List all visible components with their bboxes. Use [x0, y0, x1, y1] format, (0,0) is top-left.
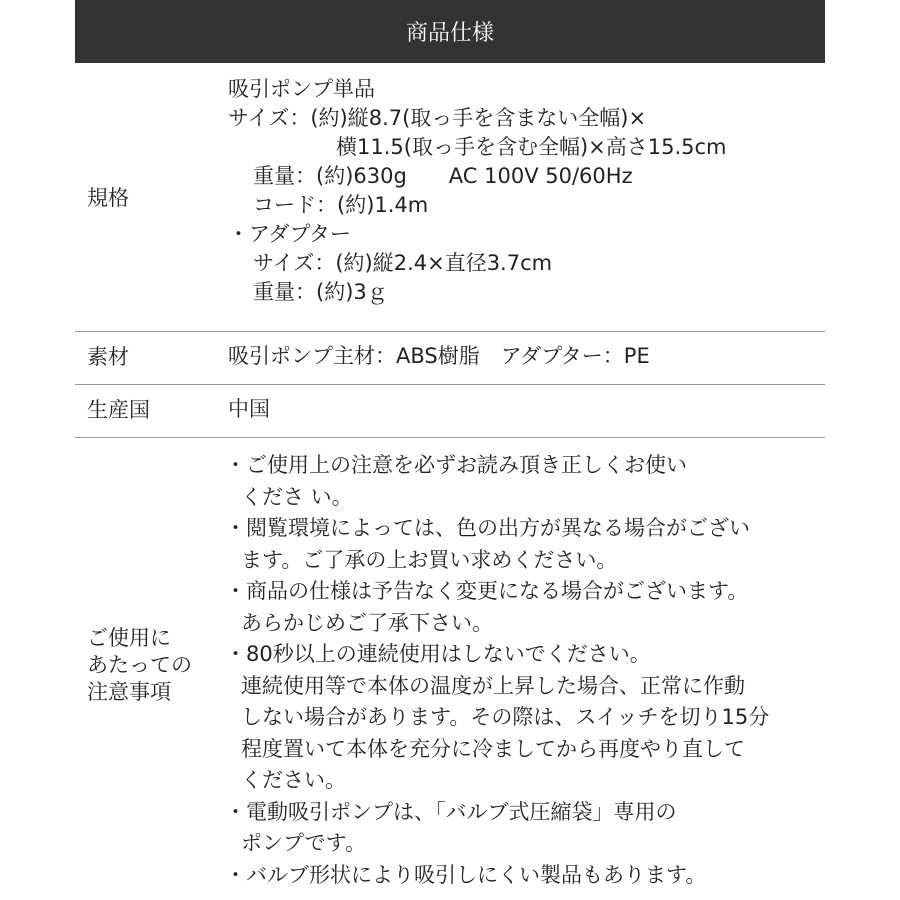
value-line: ・電動吸引ポンプは、「バルブ式圧縮袋」専用の: [225, 799, 677, 824]
row-value: [225, 450, 769, 891]
value-line: ・バルブ形状により吸引しにくい製品もあります。: [225, 862, 707, 887]
spec-header: [75, 0, 825, 63]
value-line: ・商品の仕様は予告なく変更になる場合がございます。: [225, 579, 749, 603]
spec-row-standard: [75, 63, 825, 332]
value-line: ポンプです。: [241, 831, 366, 855]
label-line: ご使用に: [87, 626, 171, 650]
value-line: 程度置いて本体を充分に冷ましてから再度やり直して: [241, 736, 745, 761]
row-label: 生産国: [87, 398, 150, 422]
row-value: [228, 395, 270, 424]
spec-row-notes: [75, 438, 825, 900]
value-line: ます。ご了承の上お買い求めください。: [241, 547, 618, 572]
value-line: ・閲覧環境によっては、色の出方が異なる場合がござい: [225, 516, 750, 540]
value-line: ・80秒以上の連続使用はしないでください。: [225, 642, 651, 666]
value-line: あらかじめご了承下さい。: [241, 610, 493, 635]
value-line: しない場合があります。その際は、スイッチを切り15分: [241, 705, 770, 729]
row-label: 素材: [87, 345, 129, 369]
value-line: コード：(約)1.4m: [253, 193, 429, 217]
value-line: ください。: [241, 768, 346, 792]
value-line: 吸引ポンプ単品: [228, 77, 375, 101]
value-line: 吸引ポンプ主材：ABS樹脂 アダプター：PE: [228, 344, 650, 368]
value-line: 中国: [228, 397, 270, 421]
value-line: 重量：(約)630g AC 100V 50/60Hz: [253, 164, 633, 188]
value-line: くださ い。: [241, 484, 353, 509]
spec-row-origin: [75, 385, 825, 438]
value-line: サイズ：(約)縦2.4×直径3.7cm: [253, 251, 553, 275]
label-line: あたっての: [87, 653, 192, 677]
row-label: [87, 625, 192, 706]
row-value: [228, 342, 650, 371]
value-line: ・アダプター: [228, 222, 352, 246]
label-line: 注意事項: [87, 680, 171, 704]
value-line: サイズ：(約)縦8.7(取っ手を含まない全幅)×: [228, 106, 647, 130]
row-value: [228, 75, 727, 307]
value-line: 重量：(約)3ｇ: [253, 280, 388, 304]
value-line: ・ご使用上の注意を必ずお読み頂き正しくお使い: [225, 453, 687, 477]
value-line: 連続使用等で本体の温度が上昇した場合、正常に作動: [241, 673, 745, 698]
header-title: 商品仕様: [405, 21, 494, 46]
spec-row-material: [75, 332, 825, 385]
row-label: 規格: [87, 186, 129, 210]
value-line: 横11.5(取っ手を含む全幅)×高さ15.5cm: [336, 135, 727, 159]
